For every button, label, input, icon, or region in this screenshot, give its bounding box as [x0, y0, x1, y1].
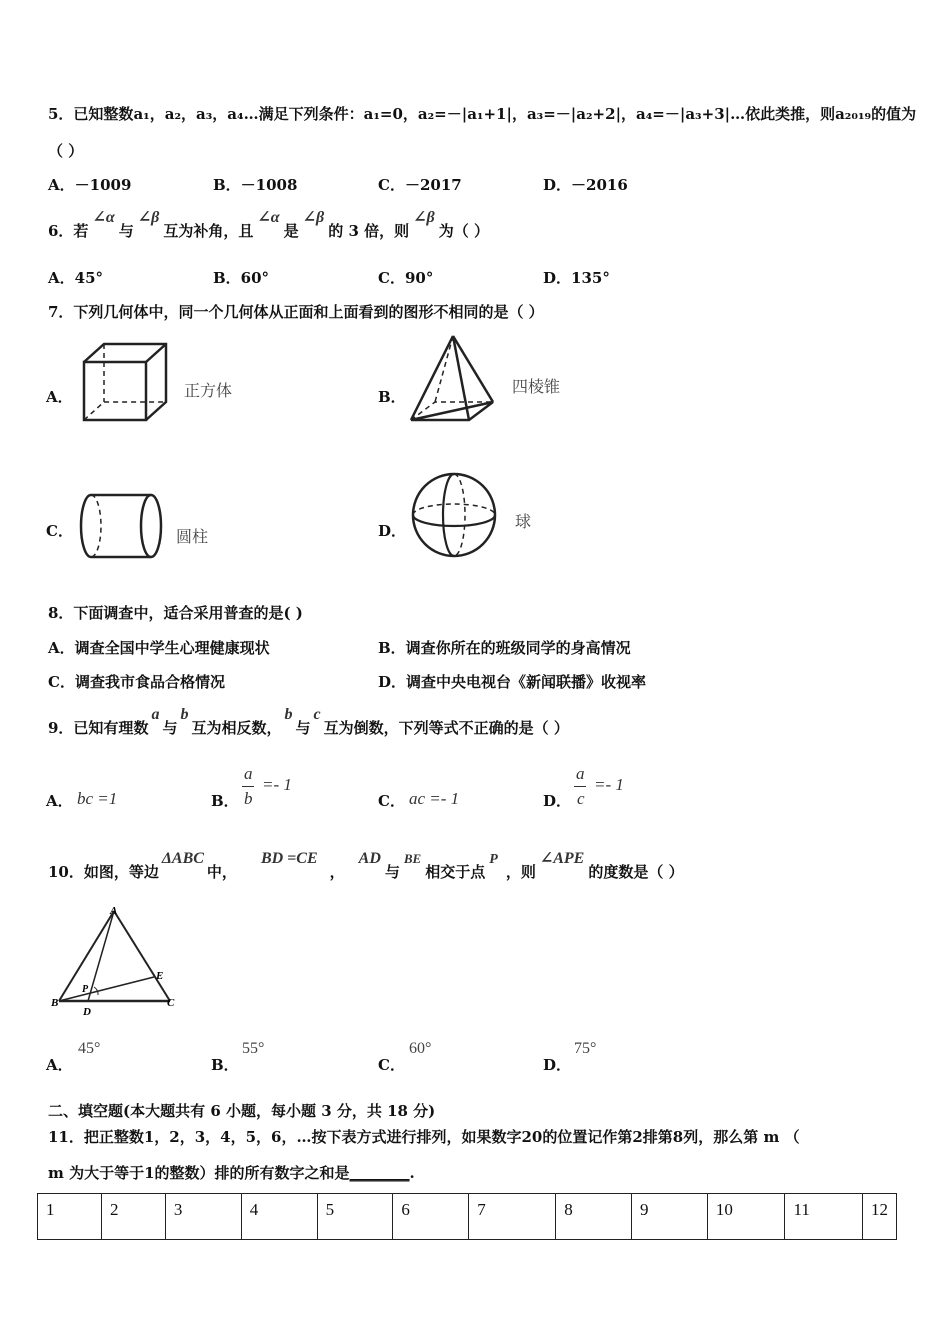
q5-option-a: A．－1009 [48, 176, 132, 194]
q9-text-4: 与 [295, 719, 311, 737]
q10-option-c-value: 60° [409, 1040, 432, 1057]
q6-beta: ∠β [137, 209, 160, 226]
q5-option-c: C．－2017 [378, 176, 462, 194]
q11-line2-text: m 为大于等于1的整数）排的所有数字之和是 [48, 1164, 350, 1182]
q7-option-a-label: 正方体 [184, 383, 233, 400]
q6-beta-3: ∠β [413, 209, 435, 226]
table-cell: 12 [863, 1194, 897, 1240]
q9-text-2: 与 [162, 719, 178, 737]
pyramid-figure [405, 332, 500, 426]
q11-answer-blank[interactable]: ________ [349, 1164, 410, 1182]
q6-text-2: 与 [118, 222, 134, 240]
q10-triangle: ΔABC [161, 850, 204, 867]
q9-text-5: 互为倒数，下列等式不正确的是（ ） [323, 719, 569, 737]
section2-title: 二、填空题(本大题共有 6 小题，每小题 3 分，共 18 分) [48, 1102, 436, 1120]
q10-text-7: 的度数是（ ） [588, 863, 684, 881]
q10-equation: BD =CE [260, 850, 318, 867]
q9-option-d-num: a [576, 764, 585, 783]
q6-option-b: B．60° [213, 269, 270, 287]
table-cell: 5 [317, 1194, 393, 1240]
q11-line2-end: . [409, 1164, 415, 1182]
q10-text-6: ，则 [505, 863, 536, 881]
q10-option-a-value: 45° [78, 1040, 101, 1057]
q9-option-d-fraction-bar [574, 786, 586, 787]
q7-option-c-letter: C． [46, 522, 73, 540]
table-cell: 1 [38, 1194, 102, 1240]
q9-text-3: 互为相反数， [191, 719, 282, 737]
q7-option-c-label: 圆柱 [176, 529, 209, 546]
q6-alpha-2: ∠α [257, 209, 280, 226]
fig-label-b: B [51, 997, 59, 1009]
fig-label-c: C [167, 997, 175, 1009]
q7-stem: 7．下列几何体中，同一个几何体从正面和上面看到的图形不相同的是（ ） [48, 303, 544, 321]
q8-option-d: D．调查中央电视台《新闻联播》收视率 [378, 673, 647, 691]
q11-line2 [48, 1162, 415, 1183]
q11-line1: 11．把正整数1，2，3，4，5，6，…按下表方式进行排列，如果数字20的位置记作第2排第8列，那么第 m （ [48, 1128, 800, 1146]
q5-option-b: B．－1008 [213, 176, 298, 194]
q9-option-b-rhs: =- 1 [262, 775, 292, 794]
q6-option-c: C．90° [378, 269, 434, 287]
table-cell: 4 [241, 1194, 317, 1240]
q5-stem: 5．已知整数a₁，a₂，a₃，a₄…满足下列条件：a₁=0，a₂=－|a₁+1|，a₃=－|a₂+2|，a₄=－|a₃+3|…依此类推，则a₂₀₁₉的值为 [48, 105, 917, 123]
q9-option-a-expr: bc =1 [77, 789, 118, 808]
fig-label-e: E [156, 970, 164, 982]
cylinder-figure [74, 490, 166, 562]
table-cell: 7 [469, 1194, 556, 1240]
q10-text-3: ， [329, 863, 345, 881]
q10-option-d-value: 75° [574, 1040, 597, 1057]
q9-var-b: b [180, 706, 189, 723]
fig-label-d: D [83, 1006, 91, 1017]
q10-segment-be: BE [403, 851, 422, 866]
q9-var-c: c [313, 706, 321, 723]
table-cell: 3 [165, 1194, 241, 1240]
cube-figure [80, 340, 172, 426]
q8-option-c: C．调查我市食品合格情况 [48, 673, 225, 691]
q9-option-b-letter: B． [211, 792, 239, 810]
q10-stem [48, 850, 684, 882]
q9-option-d-den: c [577, 789, 585, 808]
table-cell: 9 [632, 1194, 708, 1240]
q6-stem [48, 209, 489, 241]
q7-option-d-letter: D． [378, 522, 407, 540]
q9-text-1: 9．已知有理数 [48, 719, 149, 737]
q9-option-a-letter: A． [46, 792, 73, 810]
q9-option-d-rhs: =- 1 [594, 775, 624, 794]
q9-option-b-den: b [244, 789, 253, 808]
q9-option-b-num: a [244, 764, 253, 783]
q10-text-4: 与 [384, 863, 400, 881]
q7-option-b-label: 四棱锥 [512, 379, 561, 396]
table-cell: 10 [707, 1194, 785, 1240]
q10-option-d-letter: D． [543, 1056, 572, 1074]
q6-text-4: 是 [283, 222, 299, 240]
q10-option-b-value: 55° [242, 1040, 265, 1057]
q10-point-p: P [489, 852, 498, 867]
q10-option-a-letter: A． [46, 1056, 73, 1074]
table-cell: 8 [556, 1194, 632, 1240]
q6-text-3: 互为补角，且 [163, 222, 254, 240]
table-cell: 11 [785, 1194, 863, 1240]
q9-stem [48, 706, 569, 738]
q6-option-a: A．45° [48, 269, 104, 287]
table-cell: 2 [101, 1194, 165, 1240]
fig-label-a: A [110, 905, 118, 917]
q9-var-a: a [151, 706, 160, 723]
q10-text-5: 相交于点 [425, 863, 486, 881]
q7-option-a-letter: A． [46, 388, 73, 406]
q9-option-b-fraction-bar [242, 786, 254, 787]
q10-option-b-letter: B． [211, 1056, 239, 1074]
q7-option-b-letter: B． [378, 388, 406, 406]
q10-angle: ∠APE [539, 850, 585, 867]
table-cell: 6 [393, 1194, 469, 1240]
q6-alpha: ∠α [92, 209, 115, 226]
q6-option-d: D．135° [543, 269, 610, 287]
table-row [38, 1194, 897, 1240]
q5-paren: （ ） [48, 142, 84, 160]
triangle-figure [50, 905, 180, 1017]
q10-text-2: 中， [206, 863, 237, 881]
q6-beta-2: ∠β [302, 209, 325, 226]
sphere-figure [410, 471, 498, 559]
q10-segment-ad: AD [358, 850, 381, 867]
q8-stem: 8．下面调查中，适合采用普查的是( ) [48, 604, 303, 622]
q7-option-d-label: 球 [515, 514, 532, 531]
q6-text-6: 为（ ） [438, 222, 489, 240]
q9-option-d-letter: D． [543, 792, 572, 810]
fig-label-p: P [82, 984, 89, 995]
q5-option-d: D．－2016 [543, 176, 628, 194]
q9-var-b-2: b [284, 706, 293, 723]
q8-option-a: A．调查全国中学生心理健康现状 [48, 639, 270, 657]
q9-option-c-letter: C． [378, 792, 405, 810]
q10-option-c-letter: C． [378, 1056, 405, 1074]
q9-option-c-expr: ac =- 1 [409, 789, 460, 808]
q10-text-1: 10．如图，等边 [48, 863, 159, 881]
q8-option-b: B．调查你所在的班级同学的身高情况 [378, 639, 631, 657]
q6-text-5: 的 3 倍，则 [328, 222, 410, 240]
number-table [37, 1193, 897, 1240]
q6-text-1: 6．若 [48, 222, 89, 240]
